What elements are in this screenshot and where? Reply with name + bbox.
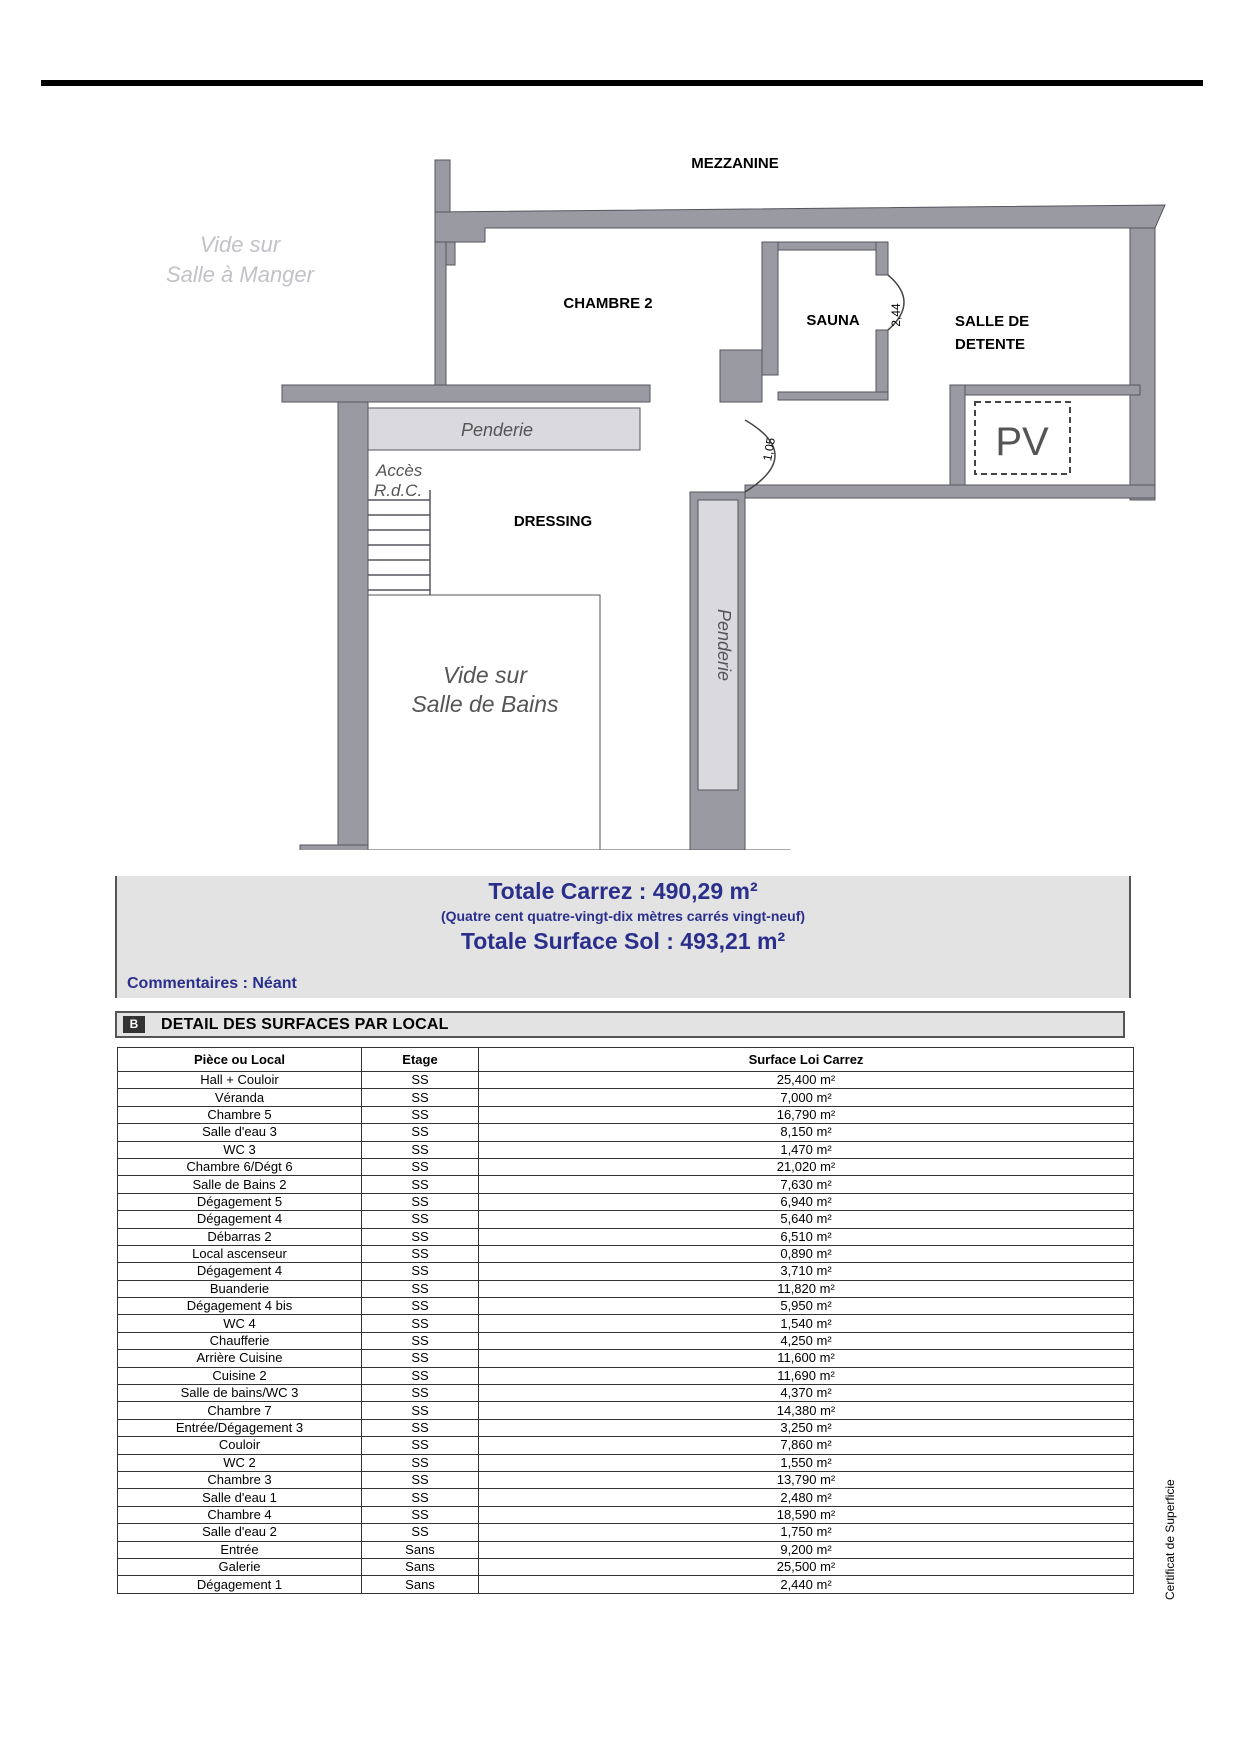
side-note	[1163, 1479, 1183, 1620]
wall-chambre-sauna	[762, 242, 778, 375]
table-row	[118, 1541, 1134, 1558]
table-row	[118, 1489, 1134, 1506]
cell-surface: 21,020 m²	[479, 1158, 1134, 1175]
cell-piece: Chambre 7	[118, 1402, 362, 1419]
top-rule	[41, 80, 1203, 86]
cell-surface: 7,000 m²	[479, 1089, 1134, 1106]
table-row	[118, 1106, 1134, 1123]
cell-etage: SS	[362, 1176, 479, 1193]
total-carrez-words: (Quatre cent quatre-vingt-dix mètres carrés vingt-neuf)	[440, 908, 806, 924]
cell-etage: SS	[362, 1280, 479, 1297]
label-penderie-horizontal: Penderie	[460, 420, 534, 440]
cell-piece: Dégagement 4	[118, 1263, 362, 1280]
table-row	[118, 1367, 1134, 1384]
cell-surface: 5,640 m²	[479, 1211, 1134, 1228]
table-row	[118, 1245, 1134, 1262]
table-row	[118, 1263, 1134, 1280]
cell-surface: 25,500 m²	[479, 1558, 1134, 1575]
cell-surface: 11,820 m²	[479, 1280, 1134, 1297]
wall-dressing-top	[282, 385, 650, 402]
cell-etage: SS	[362, 1367, 479, 1384]
label-vide-manger-2: Salle à Manger	[166, 262, 314, 287]
cell-piece: Salle d'eau 1	[118, 1489, 362, 1506]
cell-etage: SS	[362, 1489, 479, 1506]
cell-etage: SS	[362, 1402, 479, 1419]
cell-surface: 2,480 m²	[479, 1489, 1134, 1506]
label-dressing: DRESSING	[513, 513, 593, 530]
cell-etage: SS	[362, 1158, 479, 1175]
cell-piece: Couloir	[118, 1437, 362, 1454]
cell-etage: SS	[362, 1524, 479, 1541]
cell-etage: SS	[362, 1385, 479, 1402]
table-row	[118, 1315, 1134, 1332]
table-row	[118, 1332, 1134, 1349]
cell-etage: SS	[362, 1332, 479, 1349]
cell-piece: Dégagement 4	[118, 1211, 362, 1228]
table-row	[118, 1211, 1134, 1228]
table-row	[118, 1141, 1134, 1158]
cell-surface: 3,250 m²	[479, 1419, 1134, 1436]
cell-etage: SS	[362, 1141, 479, 1158]
cell-surface: 7,860 m²	[479, 1437, 1134, 1454]
cell-piece: Chambre 5	[118, 1106, 362, 1123]
table-row	[118, 1437, 1134, 1454]
cell-piece: Chambre 6/Dégt 6	[118, 1158, 362, 1175]
wall-top-left-stub	[435, 160, 450, 212]
cell-etage: SS	[362, 1072, 479, 1089]
wall-pillar	[720, 350, 762, 402]
cell-etage: Sans	[362, 1576, 479, 1593]
header-surface: Surface Loi Carrez	[479, 1048, 1134, 1072]
wall-pv-top	[950, 385, 1140, 395]
label-acces-2: R.d.C.	[374, 481, 423, 500]
cell-etage: Sans	[362, 1541, 479, 1558]
cell-surface: 1,540 m²	[479, 1315, 1134, 1332]
cell-surface: 11,600 m²	[479, 1350, 1134, 1367]
table-row	[118, 1506, 1134, 1523]
table-row	[118, 1176, 1134, 1193]
wall-top	[435, 205, 1165, 242]
cell-piece: Chaufferie	[118, 1332, 362, 1349]
section-header	[115, 1011, 1125, 1038]
surface-detail-table	[117, 1047, 1134, 1594]
wall-pv-left	[950, 385, 965, 490]
cell-surface: 18,590 m²	[479, 1506, 1134, 1523]
table-row	[118, 1193, 1134, 1210]
cell-piece: Entrée	[118, 1541, 362, 1558]
cell-surface: 16,790 m²	[479, 1106, 1134, 1123]
cell-etage: SS	[362, 1089, 479, 1106]
label-detente-2: DETENTE	[955, 336, 1026, 353]
cell-etage: SS	[362, 1228, 479, 1245]
cell-surface: 6,940 m²	[479, 1193, 1134, 1210]
cell-surface: 4,250 m²	[479, 1332, 1134, 1349]
wall-sauna-right-bottom	[876, 330, 888, 400]
wall-left-upper	[435, 242, 446, 392]
table-row	[118, 1454, 1134, 1471]
total-carrez: Totale Carrez : 490,29 m²	[488, 878, 758, 904]
cell-piece: Local ascenseur	[118, 1245, 362, 1262]
header-piece: Pièce ou Local	[118, 1048, 362, 1072]
cell-piece: Entrée/Dégagement 3	[118, 1419, 362, 1436]
cell-piece: Débarras 2	[118, 1228, 362, 1245]
cell-etage: SS	[362, 1193, 479, 1210]
table-row	[118, 1072, 1134, 1089]
cell-piece: Dégagement 1	[118, 1576, 362, 1593]
cell-piece: Salle d'eau 3	[118, 1124, 362, 1141]
cell-piece: Dégagement 5	[118, 1193, 362, 1210]
staircase	[368, 490, 430, 595]
cell-surface: 1,750 m²	[479, 1524, 1134, 1541]
cell-piece: Hall + Couloir	[118, 1072, 362, 1089]
label-penderie-vertical: Penderie	[714, 608, 734, 682]
cell-surface: 14,380 m²	[479, 1402, 1134, 1419]
cell-piece: WC 3	[118, 1141, 362, 1158]
cell-etage: SS	[362, 1350, 479, 1367]
table-row	[118, 1471, 1134, 1488]
wall-left-lower	[338, 402, 368, 850]
table-row	[118, 1576, 1134, 1593]
cell-piece: Dégagement 4 bis	[118, 1298, 362, 1315]
cell-surface: 25,400 m²	[479, 1072, 1134, 1089]
cell-surface: 1,550 m²	[479, 1454, 1134, 1471]
section-title: DETAIL DES SURFACES PAR LOCAL	[161, 1016, 449, 1033]
cell-etage: SS	[362, 1298, 479, 1315]
label-mezzanine: MEZZANINE	[691, 155, 779, 172]
table-row	[118, 1298, 1134, 1315]
cell-surface: 13,790 m²	[479, 1471, 1134, 1488]
label-acces-1: Accès	[376, 461, 423, 480]
cell-piece: Chambre 3	[118, 1471, 362, 1488]
cell-piece: Chambre 4	[118, 1506, 362, 1523]
wall-sauna-top	[778, 242, 885, 250]
vide-salle-bains-area	[368, 595, 600, 850]
cell-surface: 6,510 m²	[479, 1228, 1134, 1245]
cell-surface: 4,370 m²	[479, 1385, 1134, 1402]
cell-piece: Salle d'eau 2	[118, 1524, 362, 1541]
label-sauna: SAUNA	[806, 312, 860, 329]
table-row	[118, 1089, 1134, 1106]
cell-piece: WC 2	[118, 1454, 362, 1471]
label-chambre2: CHAMBRE 2	[563, 295, 653, 312]
wall-sauna-right-top	[876, 242, 888, 275]
cell-etage: SS	[362, 1471, 479, 1488]
table-row	[118, 1158, 1134, 1175]
cell-surface: 9,200 m²	[479, 1541, 1134, 1558]
label-vide-bains-1: Vide sur	[443, 662, 527, 688]
cell-piece: Buanderie	[118, 1280, 362, 1297]
cell-piece: Salle de Bains 2	[118, 1176, 362, 1193]
table-header-row	[118, 1048, 1134, 1072]
label-vide-manger-1: Vide sur	[199, 232, 281, 257]
cell-etage: SS	[362, 1437, 479, 1454]
header-etage: Etage	[362, 1048, 479, 1072]
comments: Commentaires : Néant	[127, 975, 297, 992]
cell-surface: 0,890 m²	[479, 1245, 1134, 1262]
cell-etage: SS	[362, 1245, 479, 1262]
table-row	[118, 1419, 1134, 1436]
wall-middle-right	[745, 485, 1155, 498]
label-vide-bains-2: Salle de Bains	[411, 691, 559, 717]
cell-piece: Salle de bains/WC 3	[118, 1385, 362, 1402]
table-row	[118, 1228, 1134, 1245]
cell-surface: 1,470 m²	[479, 1141, 1134, 1158]
wall-sauna-bottom	[778, 392, 888, 400]
cell-surface: 11,690 m²	[479, 1367, 1134, 1384]
floor-plan-drawing	[0, 130, 1240, 850]
table-row	[118, 1350, 1134, 1367]
table-row	[118, 1558, 1134, 1575]
floor-plan	[0, 130, 1240, 850]
cell-etage: SS	[362, 1419, 479, 1436]
section-badge: B	[123, 1016, 145, 1033]
summary-box	[115, 876, 1131, 998]
label-pv: PV	[995, 420, 1049, 464]
total-surface-sol: Totale Surface Sol : 493,21 m²	[460, 928, 786, 954]
label-door-dimension: 1,05	[760, 436, 778, 463]
cell-surface: 2,440 m²	[479, 1576, 1134, 1593]
wall-right	[1130, 228, 1155, 500]
cell-piece: Arrière Cuisine	[118, 1350, 362, 1367]
cell-piece: WC 4	[118, 1315, 362, 1332]
cell-etage: SS	[362, 1124, 479, 1141]
table-row	[118, 1124, 1134, 1141]
cell-etage: SS	[362, 1211, 479, 1228]
cell-piece: Cuisine 2	[118, 1367, 362, 1384]
cell-etage: Sans	[362, 1558, 479, 1575]
label-sauna-dimension: 2,44	[889, 303, 903, 327]
cell-surface: 7,630 m²	[479, 1176, 1134, 1193]
table-row	[118, 1280, 1134, 1297]
cell-piece: Galerie	[118, 1558, 362, 1575]
cell-piece: Véranda	[118, 1089, 362, 1106]
cell-surface: 5,950 m²	[479, 1298, 1134, 1315]
cell-surface: 8,150 m²	[479, 1124, 1134, 1141]
label-detente-1: SALLE DE	[955, 313, 1030, 330]
cell-etage: SS	[362, 1454, 479, 1471]
table-row	[118, 1402, 1134, 1419]
table-row	[118, 1524, 1134, 1541]
table-body	[118, 1072, 1134, 1594]
cell-etage: SS	[362, 1315, 479, 1332]
cell-etage: SS	[362, 1106, 479, 1123]
cell-etage: SS	[362, 1263, 479, 1280]
cell-surface: 3,710 m²	[479, 1263, 1134, 1280]
cell-etage: SS	[362, 1506, 479, 1523]
side-note-text: Certificat de Superficie	[1163, 1479, 1177, 1600]
table-row	[118, 1385, 1134, 1402]
